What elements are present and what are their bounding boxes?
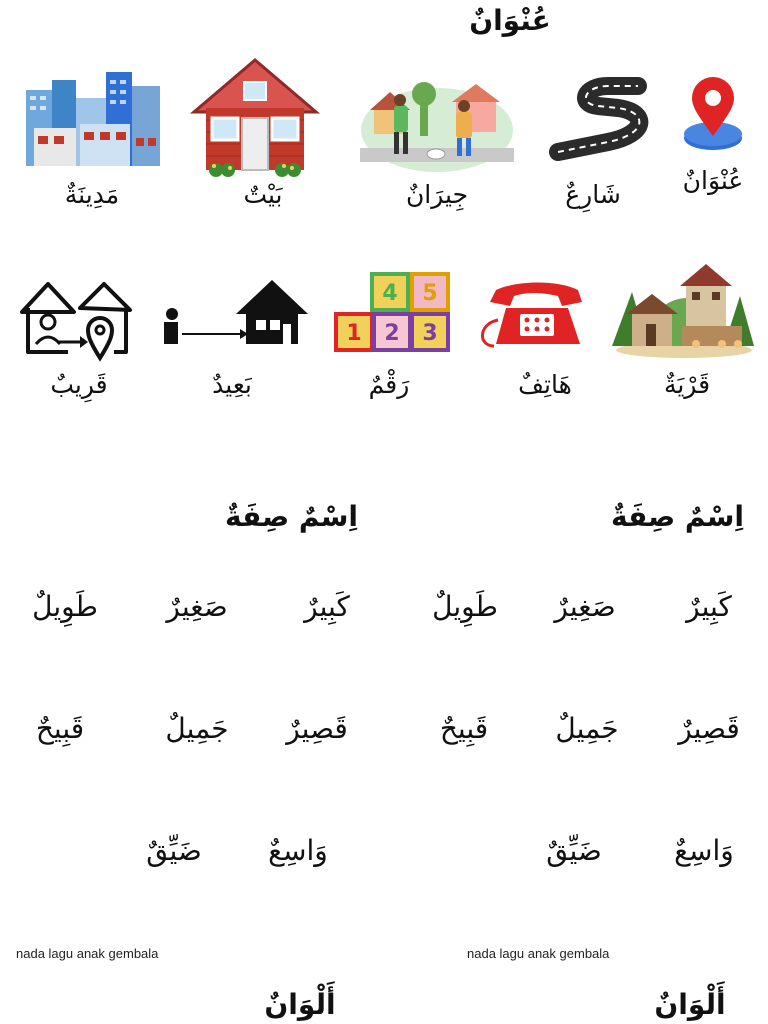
adjectives-heading-right: اِسْمٌ صِفَةٌ: [610, 500, 744, 533]
telephone-icon: [478, 280, 592, 352]
vocab-label-number: رَقْمٌ: [368, 370, 410, 399]
adj-right-qasir: قَصِيرٌ: [678, 712, 740, 745]
location-pin-icon: [682, 76, 744, 156]
colors-heading-right: أَلْوَانٌ: [654, 988, 726, 1021]
svg-text:3: 3: [422, 321, 438, 346]
adj-left-wasi: وَاسِعٌ: [268, 834, 328, 867]
adj-left-saghir: صَغِيرٌ: [166, 590, 228, 623]
vocab-label-far: بَعِيدٌ: [212, 370, 252, 399]
neighbors-icon: [360, 70, 514, 174]
adj-right-wasi: وَاسِعٌ: [674, 834, 734, 867]
svg-text:2: 2: [384, 321, 400, 346]
number-blocks-icon: [334, 272, 452, 352]
village-icon: [612, 262, 754, 358]
adj-left-kabir: كَبِيرٌ: [304, 590, 350, 623]
tune-note-right: nada lagu anak gembala: [467, 946, 610, 961]
adj-right-dayyiq: ضَيِّقٌ: [546, 834, 602, 867]
vocab-label-near: قَرِيبٌ: [50, 370, 108, 399]
tune-note-left: nada lagu anak gembala: [16, 946, 159, 961]
vocab-label-road: شَارِعٌ: [565, 180, 621, 209]
vocab-label-telephone: هَاتِفٌ: [518, 370, 572, 399]
far-icon: [160, 278, 308, 348]
adj-left-qabih: قَبِيحٌ: [35, 712, 85, 745]
adj-right-kabir: كَبِيرٌ: [686, 590, 732, 623]
adj-left-jamil: جَمِيلٌ: [165, 712, 229, 745]
svg-text:5: 5: [422, 281, 438, 306]
colors-heading-left: أَلْوَانٌ: [264, 988, 336, 1021]
svg-text:1: 1: [346, 321, 362, 346]
adj-left-dayyiq: ضَيِّقٌ: [146, 834, 202, 867]
adj-right-saghir: صَغِيرٌ: [554, 590, 616, 623]
vocab-label-house: بَيْتٌ: [243, 180, 283, 209]
vocab-label-address: عُنْوَانٌ: [682, 166, 744, 195]
adj-left-tawil: طَوِيلٌ: [32, 590, 98, 623]
adj-left-qasir: قَصِيرٌ: [286, 712, 348, 745]
adjectives-heading-left: اِسْمٌ صِفَةٌ: [224, 500, 358, 533]
vocab-label-city: مَدِينَةٌ: [64, 180, 120, 209]
adj-right-qabih: قَبِيحٌ: [439, 712, 489, 745]
near-icon: [18, 278, 134, 360]
city-icon: [24, 68, 162, 168]
svg-text:4: 4: [382, 281, 398, 306]
adj-right-jamil: جَمِيلٌ: [555, 712, 619, 745]
house-icon: [192, 58, 318, 178]
page-title: عُنْوَانٌ: [469, 4, 551, 37]
vocab-label-neighbors: جِيرَانٌ: [405, 180, 469, 209]
adj-right-tawil: طَوِيلٌ: [432, 590, 498, 623]
road-icon: [548, 82, 648, 156]
vocab-label-village: قَرْيَةٌ: [663, 370, 711, 399]
